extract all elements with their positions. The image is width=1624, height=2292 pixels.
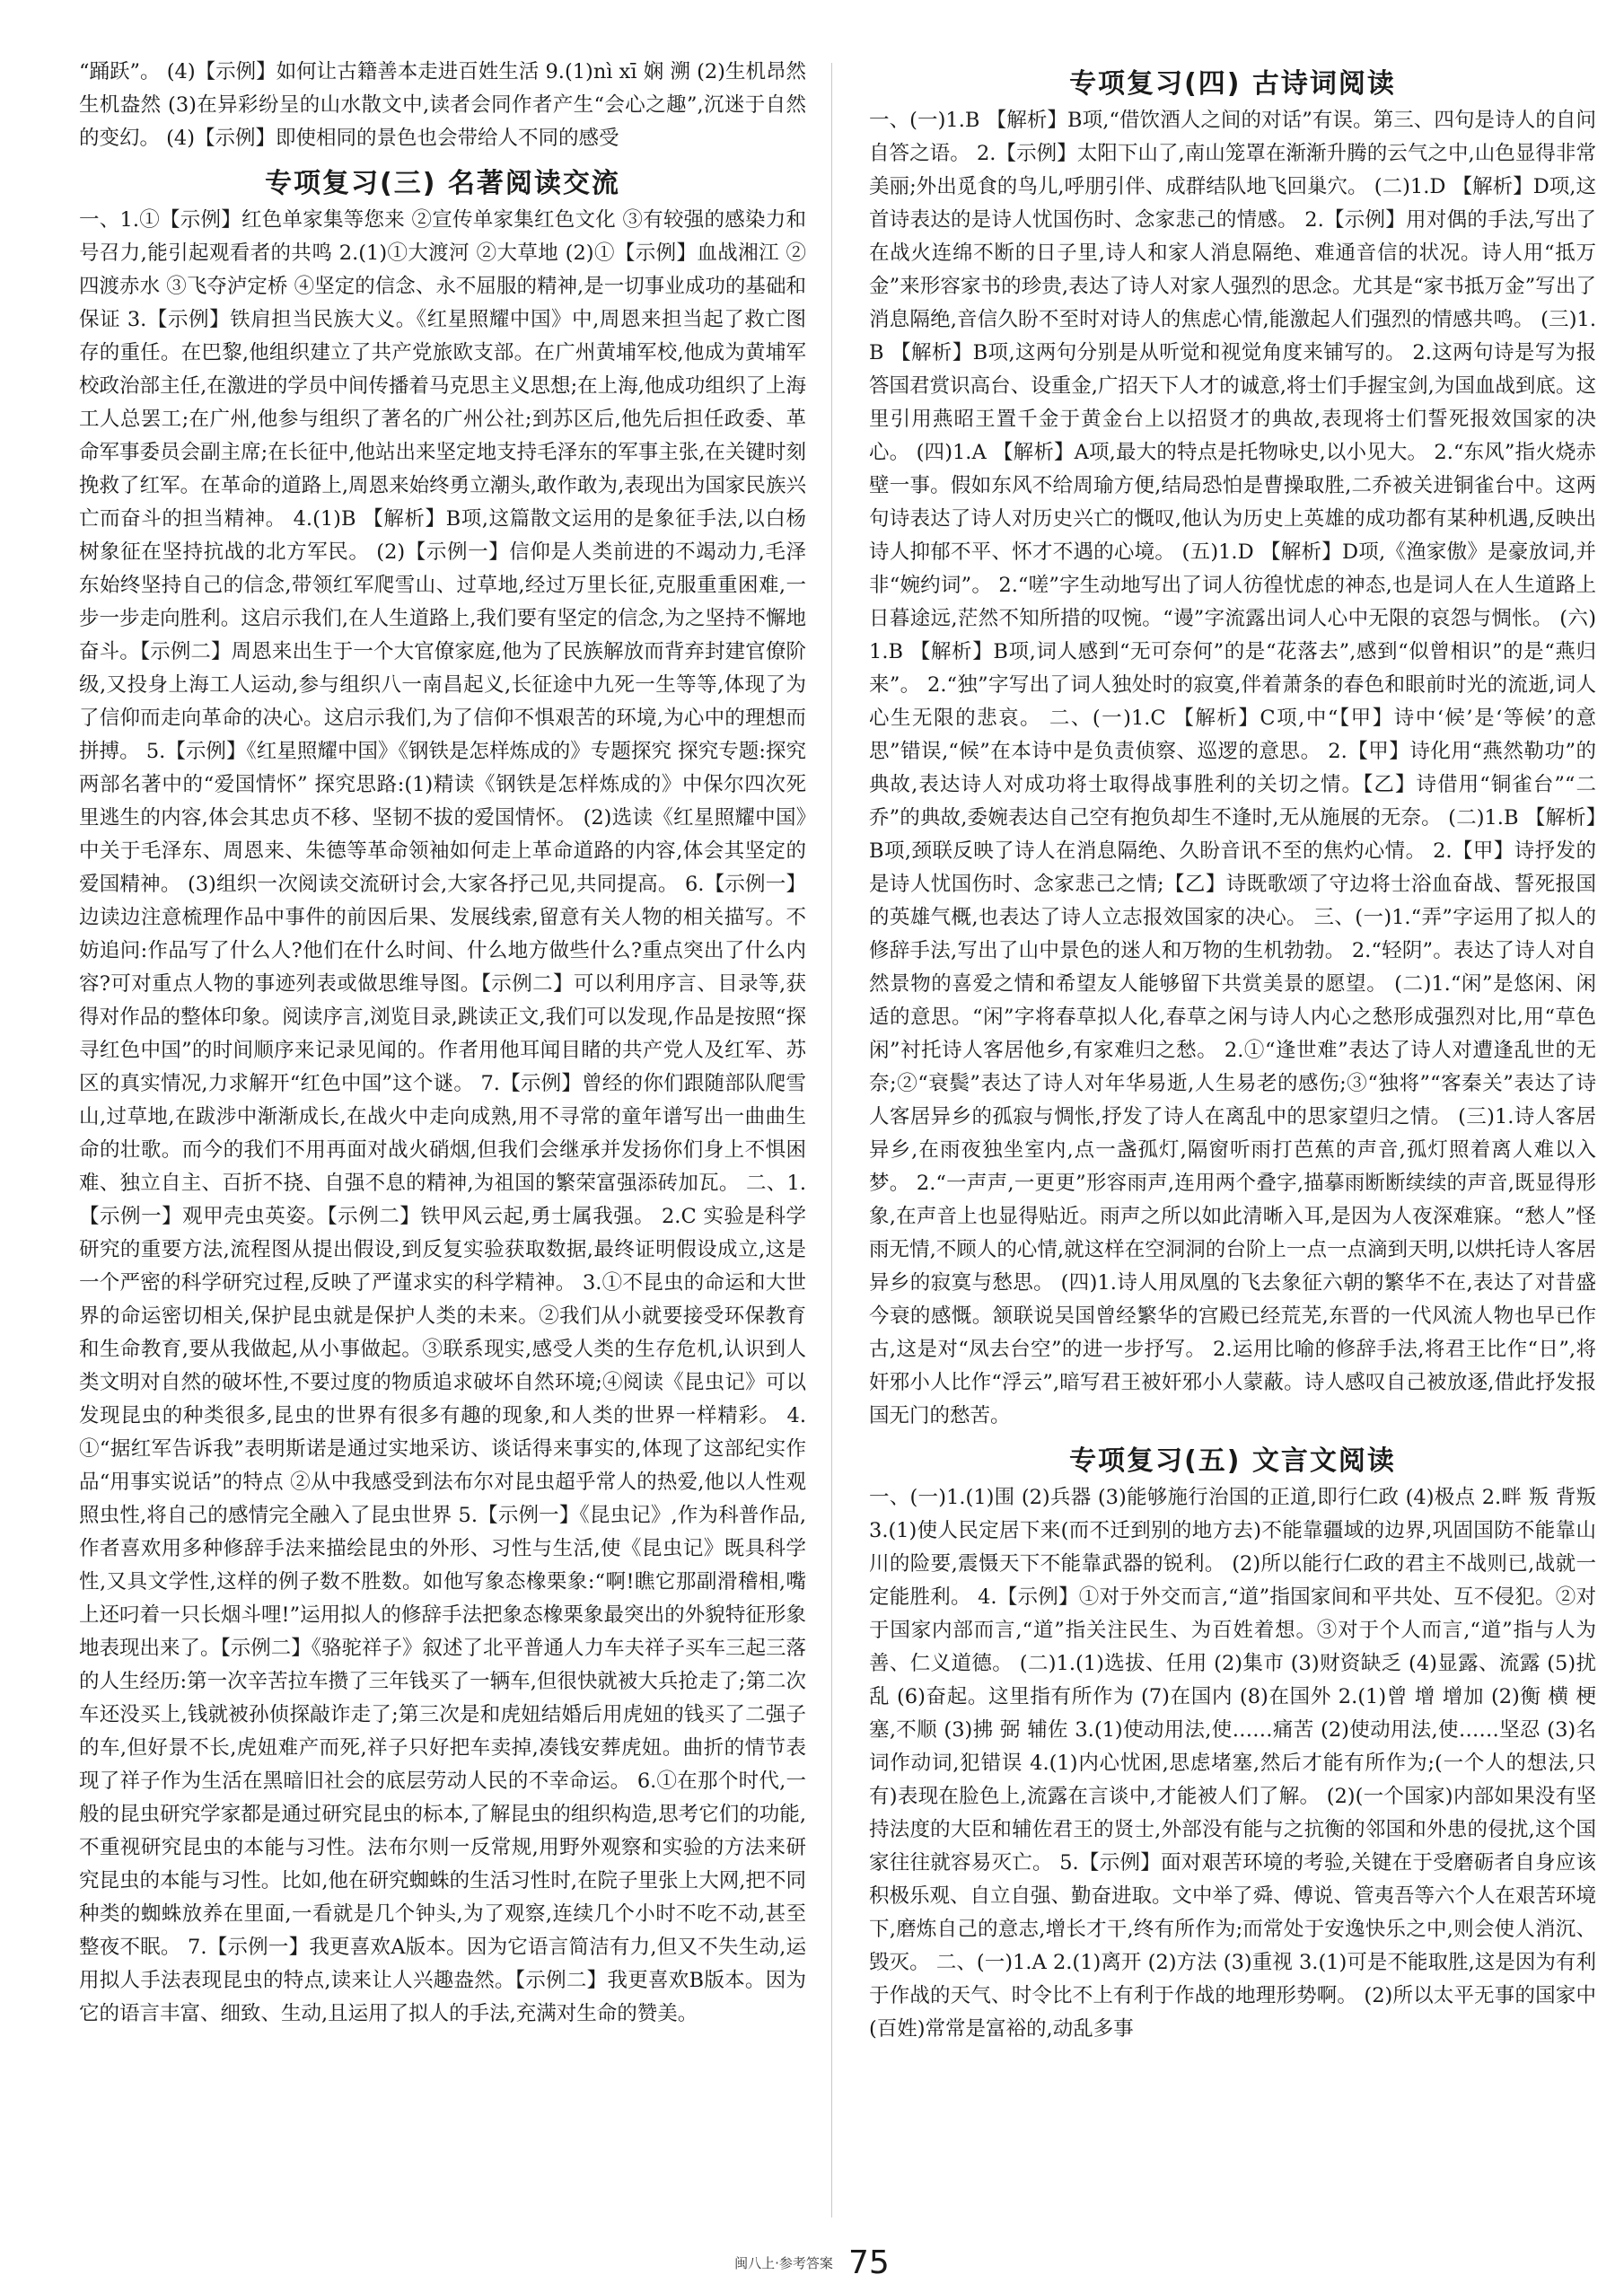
section-heading: 专项复习(四) 古诗词阅读 bbox=[1069, 68, 1396, 100]
right-column bbox=[869, 56, 1596, 2046]
section-heading: 专项复习(三) 名著阅读交流 bbox=[265, 168, 620, 199]
page-footer bbox=[0, 2244, 1624, 2281]
column-divider bbox=[831, 63, 832, 2217]
answer-paragraph: “踊跃”。 (4)【示例】如何让古籍善本走进百姓生活 9.(1)nì xī 娴 溯 (2)生机昂然 生机盎然 (3)在异彩纷呈的山水散文中,读者会同作者产生“会心之趣”,沉迷于自然的变幻。 (4)【示例】即使相同的景色也会带给人不同的感受 bbox=[79, 60, 806, 150]
footer-label: 闽八上·参考答案 bbox=[734, 2255, 833, 2271]
answer-paragraph: 一、(一)1.B 【解析】B项,“借饮酒人之间的对话”有误。第三、四句是诗人的自问自答之语。 2.【示例】太阳下山了,南山笼罩在渐渐升腾的云气之中,山色显得非常美丽;外出觅食的鸟儿,呼朋引伴、成群结队地飞回巢穴。 (二)1.D 【解析】D项,这首诗表达的是诗人忧国伤时、念家悲己的情感。 2.【示例】用对偶的手法,写出了在战火连绵不断的日子里,诗人和家人消息隔绝、难通音信的状况。诗人用“抵万金”来形容家书的珍贵,表达了诗人对家人强烈的思念。尤其是“家书抵万金”写出了消息隔绝,音信久盼不至时对诗人的焦虑心情,能激起人们强烈的情感共鸣。 (三)1.B 【解析】B项,这两句分别是从听觉和视觉角度来铺写的。 2.这两句诗是写为报答国君赏识高台、设重金,广招天下人才的诚意,将士们手握宝剑,为国血战到底。这里引用燕昭王置千金于黄金台上以招贤才的典故,表现将士们誓死报效国家的决心。 (四)1.A 【解析】A项,最大的特点是托物咏史,以小见大。 2.“东风”指火烧赤壁一事。假如东风不给周瑜方便,结局恐怕是曹操取胜,二乔被关进铜雀台中。这两句诗表达了诗人对历史兴亡的慨叹,他认为历史上英雄的成功都有某种机遇,反映出诗人抑郁不平、怀才不遇的心境。 (五)1.D 【解析】D项,《渔家傲》是豪放词,并非“婉约词”。 2.“嗟”字生动地写出了词人彷徨忧虑的神态,也是词人在人生道路上日暮途远,茫然不知所措的叹惋。“谩”字流露出词人心中无限的哀怨与惆怅。 (六)1.B 【解析】B项,词人感到“无可奈何”的是“花落去”,感到“似曾相识”的是“燕归来”。 2.“独”字写出了词人独处时的寂寞,伴着萧条的春色和眼前时光的流逝,词人心生无限的悲哀。 二、(一)1.C 【解析】C项,中“【甲】诗中‘候’是‘等候’的意思”错误,“候”在本诗中是负责侦察、巡逻的意思。 2.【甲】诗化用“燕然勒功”的典故,表达诗人对成功将士取得战事胜利的关切之情。【乙】诗借用“铜雀台”“二乔”的典故,委婉表达自己空有抱负却生不逢时,无从施展的无奈。 (二)1.B 【解析】B项,颈联反映了诗人在消息隔绝、久盼音讯不至的焦灼心情。 2.【甲】诗抒发的是诗人忧国伤时、念家悲己之情;【乙】诗既歌颂了守边将士浴血奋战、誓死报国的英雄气概,也表达了诗人立志报效国家的决心。 三、(一)1.“弄”字运用了拟人的修辞手法,写出了山中景色的迷人和万物的生机勃勃。 2.“轻阴”。表达了诗人对自然景物的喜爱之情和希望友人能够留下共赏美景的愿望。 (二)1.“闲”是悠闲、闲适的意思。“闲”字将春草拟人化,春草之闲与诗人内心之愁形成强烈对比,用“草色闲”衬托诗人客居他乡,有家难归之愁。 2.①“逢世难”表达了诗人对遭逢乱世的无奈;②“衰鬓”表达了诗人对年华易逝,人生易老的感伤;③“独将”“客秦关”表达了诗人客居异乡的孤寂与惆怅,抒发了诗人在离乱中的思家望归之情。 (三)1.诗人客居异乡,在雨夜独坐室内,点一盏孤灯,隔窗听雨打芭蕉的声音,孤灯照着离人难以入梦。 2.“一声声,一更更”形容雨声,连用两个叠字,描摹雨断断续续的声音,既显得形象,在声音上也显得贴近。雨声之所以如此清晰入耳,是因为人夜深难寐。“愁人”怪雨无情,不顾人的心情,就这样在空洞洞的台阶上一点一点滴到天明,以烘托诗人客居异乡的寂寞与愁思。 (四)1.诗人用凤凰的飞去象征六朝的繁华不在,表达了对昔盛今衰的感慨。颔联说吴国曾经繁华的宫殿已经荒芜,东晋的一代风流人物也早已作古,这是对“凤去台空”的进一步抒写。 2.运用比喻的修辞手法,将君王比作“日”,将奸邪小人比作“浮云”,暗写君王被奸邪小人蒙蔽。诗人感叹自己被放逐,借此抒发报国无门的愁苦。 bbox=[869, 109, 1596, 1427]
answer-paragraph: 一、1.①【示例】红色单家集等您来 ②宣传单家集红色文化 ③有较强的感染力和号召力,能引起观看者的共鸣 2.(1)①大渡河 ②大草地 (2)①【示例】血战湘江 ②四渡赤水 ③飞夺泸定桥 ④坚定的信念、永不屈服的精神,是一切事业成功的基础和保证 3.【示例】铁肩担当民族大义。《红星照耀中国》中,周恩来担当起了救亡图存的重任。在巴黎,他组织建立了共产党旅欧支部。在广州黄埔军校,他成为黄埔军校政治部主任,在激进的学员中间传播着马克思主义思想;在上海,他成功组织了上海工人总罢工;在广州,他参与组织了著名的广州公社;到苏区后,他先后担任政委、革命军事委员会副主席;在长征中,他站出来坚定地支持毛泽东的军事主张,在关键时刻挽救了红军。在革命的道路上,周恩来始终勇立潮头,敢作敢为,表现出为国家民族兴亡而奋斗的担当精神。 4.(1)B 【解析】B项,这篇散文运用的是象征手法,以白杨树象征在坚持抗战的北方军民。 (2)【示例一】信仰是人类前进的不竭动力,毛泽东始终坚持自己的信念,带领红军爬雪山、过草地,经过万里长征,克服重重困难,一步一步走向胜利。这启示我们,在人生道路上,我们要有坚定的信念,为之坚持不懈地奋斗。【示例二】周恩来出生于一个大官僚家庭,他为了民族解放而背弃封建官僚阶级,又投身上海工人运动,参与组织八一南昌起义,长征途中九死一生等等,体现了为了信仰而走向革命的决心。这启示我们,为了信仰不惧艰苦的环境,为心中的理想而拼搏。 5.【示例】《红星照耀中国》《钢铁是怎样炼成的》专题探究 探究专题:探究两部名著中的“爱国情怀” 探究思路:(1)精读《钢铁是怎样炼成的》中保尔四次死里逃生的内容,体会其忠贞不移、坚韧不拔的爱国情怀。 (2)选读《红星照耀中国》中关于毛泽东、周恩来、朱德等革命领袖如何走上革命道路的内容,体会其坚定的爱国精神。 (3)组织一次阅读交流研讨会,大家各抒己见,共同提高。 6.【示例一】边读边注意梳理作品中事件的前因后果、发展线索,留意有关人物的相关描写。不妨追问:作品写了什么人?他们在什么时间、什么地方做些什么?重点突出了什么内容?可对重点人物的事迹列表或做思维导图。【示例二】可以利用序言、目录等,获得对作品的整体印象。阅读序言,浏览目录,跳读正文,我们可以发现,作品是按照“探寻红色中国”的时间顺序来记录见闻的。作者用他耳闻目睹的共产党人及红军、苏区的真实情况,力求解开“红色中国”这个谜。 7.【示例】曾经的你们跟随部队爬雪山,过草地,在跋涉中渐渐成长,在战火中走向成熟,用不寻常的童年谱写出一曲曲生命的壮歌。而今的我们不用再面对战火硝烟,但我们会继承并发扬你们身上不惧困难、独立自主、百折不挠、自强不息的精神,为祖国的繁荣富强添砖加瓦。 二、1.【示例一】观甲壳虫英姿。【示例二】铁甲风云起,勇士属我强。 2.C 实验是科学研究的重要方法,流程图从提出假设,到反复实验获取数据,最终证明假设成立,这是一个严密的科学研究过程,反映了严谨求实的科学精神。 3.①不昆虫的命运和大世界的命运密切相关,保护昆虫就是保护人类的未来。②我们从小就要接受环保教育和生命教育,要从我做起,从小事做起。③联系现实,感受人类的生存危机,认识到人类文明对自然的破坏性,不要过度的物质追求破坏自然环境;④阅读《昆虫记》可以发现昆虫的种类很多,昆虫的世界有很多有趣的现象,和人类的世界一样精彩。 4.①“据红军告诉我”表明斯诺是通过实地采访、谈话得来事实的,体现了这部纪实作品“用事实说话”的特点 ②从中我感受到法布尔对昆虫超乎常人的热爱,他以人性观照虫性,将自己的感情完全融入了昆虫世界 5.【示例一】《昆虫记》,作为科普作品,作者喜欢用多种修辞手法来描绘昆虫的外形、习性与生活,使《昆虫记》既具科学性,又具文学性,这样的例子数不胜数。如他写象态橡栗象:“啊!瞧它那副滑稽相,嘴上还叼着一只长烟斗哩!”运用拟人的修辞手法把象态橡栗象最突出的外貌特征形象地表现出来了。【示例二】《骆驼祥子》叙述了北平普通人力车夫祥子买车三起三落的人生经历:第一次辛苦拉车攒了三年钱买了一辆车,但很快就被大兵抢走了;第二次车还没买上,钱就被孙侦探敲诈走了;第三次是和虎妞结婚后用虎妞的钱买了二强子的车,但好景不长,虎妞难产而死,祥子只好把车卖掉,凑钱安葬虎妞。曲折的情节表现了祥子作为生活在黑暗旧社会的底层劳动人民的不幸命运。 6.①在那个时代,一般的昆虫研究学家都是通过研究昆虫的标本,了解昆虫的组织构造,思考它们的功能,不重视研究昆虫的本能与习性。法布尔则一反常规,用野外观察和实验的方法来研究昆虫的本能与习性。比如,他在研究蜘蛛的生活习性时,在院子里张上大网,把不同种类的蜘蛛放养在里面,一看就是几个钟头,为了观察,连续几个小时不吃不动,甚至整夜不眠。 7.【示例一】我更喜欢A版本。因为它语言简洁有力,但又不失生动,运用拟人手法表现昆虫的特点,读来让人兴趣盎然。【示例二】我更喜欢B版本。因为它的语言丰富、细致、生动,且运用了拟人的手法,充满对生命的赞美。 bbox=[79, 208, 807, 2025]
left-column bbox=[79, 56, 806, 2031]
section-heading: 专项复习(五) 文言文阅读 bbox=[1069, 1445, 1396, 1477]
page-number: 75 bbox=[848, 2244, 890, 2281]
answer-paragraph: 一、(一)1.(1)围 (2)兵器 (3)能够施行治国的正道,即行仁政 (4)极点 2.畔 叛 背叛 3.(1)使人民定居下来(而不迁到别的地方去)不能靠疆域的边界,巩固国防不能靠山川的险要,震慑天下不能靠武器的锐利。 (2)所以能行仁政的君主不战则已,战就一定能胜利。 4.【示例】①对于外交而言,“道”指国家间和平共处、互不侵犯。②对于国家内部而言,“道”指关注民生、为百姓着想。③对于个人而言,“道”指与人为善、仁义道德。 (二)1.(1)选拔、任用 (2)集市 (3)财资缺乏 (4)显露、流露 (5)扰乱 (6)奋起。这里指有所作为 (7)在国内 (8)在国外 2.(1)曾 增 增加 (2)衡 横 梗塞,不顺 (3)拂 弼 辅佐 3.(1)使动用法,使……痛苦 (2)使动用法,使……坚忍 (3)名词作动词,犯错误 4.(1)内心忧困,思虑堵塞,然后才能有所作为;(一个人的想法,只有)表现在脸色上,流露在言谈中,才能被人们了解。 (2)(一个国家)内部如果没有坚持法度的大臣和辅佐君王的贤士,外部没有能与之抗衡的邻国和外患的侵扰,这个国家往往就容易灭亡。 5.【示例】面对艰苦环境的考验,关键在于受磨砺者自身应该积极乐观、自立自强、勤奋进取。文中举了舜、傅说、管夷吾等六个人在艰苦环境下,磨炼自己的意志,增长才干,终有所作为;而常处于安逸快乐之中,则会使人消沉、毁灭。 二、(一)1.A 2.(1)离开 (2)方法 (3)重视 3.(1)可是不能取胜,这是因为有利于作战的天气、时令比不上有利于作战的地理形势啊。 (2)所以太平无事的国家中(百姓)常常是富裕的,动乱多事 bbox=[869, 1486, 1597, 2041]
